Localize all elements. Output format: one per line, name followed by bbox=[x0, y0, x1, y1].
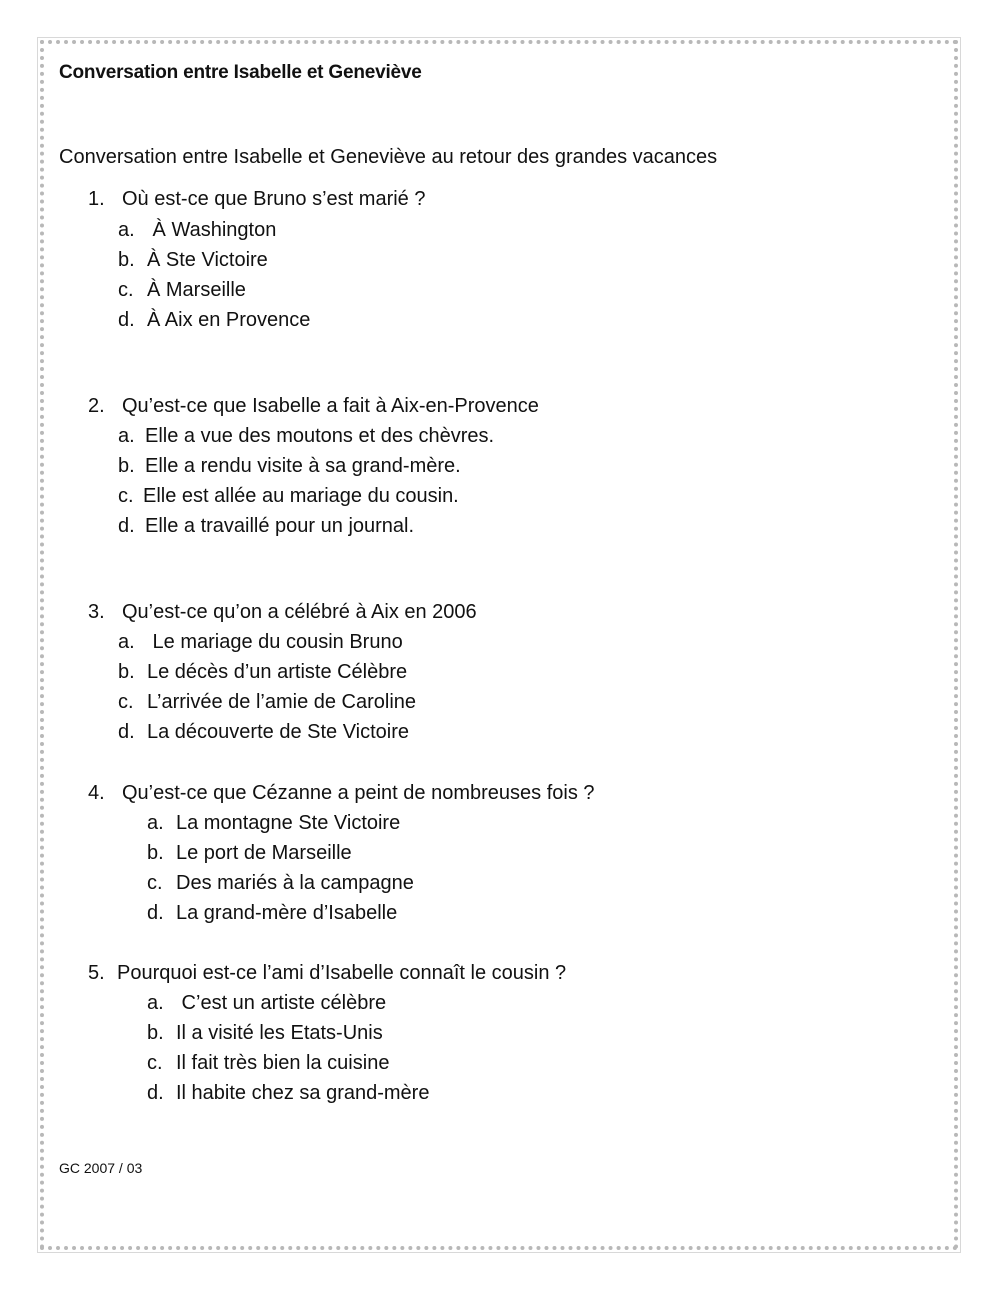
question-3 bbox=[88, 601, 477, 624]
option-2c bbox=[118, 485, 459, 508]
option-letter: d. bbox=[118, 721, 135, 743]
option-letter: c. bbox=[147, 1052, 163, 1074]
option-text: La montagne Ste Victoire bbox=[176, 812, 401, 834]
footer-reference: GC 2007 / 03 bbox=[59, 1160, 143, 1176]
option-letter: c. bbox=[118, 485, 134, 507]
question-1 bbox=[88, 188, 425, 211]
option-5d bbox=[147, 1082, 429, 1105]
option-1b bbox=[118, 249, 268, 272]
option-2d bbox=[118, 515, 414, 538]
option-letter: a. bbox=[118, 425, 135, 447]
question-text: Où est-ce que Bruno s’est marié ? bbox=[122, 188, 426, 210]
option-1c bbox=[118, 279, 246, 302]
option-text: Le port de Marseille bbox=[176, 842, 352, 864]
question-text: Pourquoi est-ce l’ami d’Isabelle connaît le cousin ? bbox=[117, 962, 567, 984]
option-2a bbox=[118, 425, 494, 448]
option-letter: a. bbox=[118, 219, 135, 241]
option-5b bbox=[147, 1022, 383, 1045]
option-1d bbox=[118, 309, 310, 332]
option-letter: a. bbox=[118, 631, 135, 653]
option-text: Il habite chez sa grand-mère bbox=[176, 1082, 430, 1104]
option-letter: d. bbox=[147, 902, 164, 924]
option-text: Il fait très bien la cuisine bbox=[176, 1052, 390, 1074]
option-letter: c. bbox=[147, 872, 163, 894]
option-text: L’arrivée de l’amie de Caroline bbox=[147, 691, 417, 713]
option-text: À Aix en Provence bbox=[147, 309, 311, 331]
question-number: 1. bbox=[88, 188, 105, 210]
question-number: 5. bbox=[88, 962, 105, 984]
option-5a bbox=[147, 992, 386, 1015]
option-letter: a. bbox=[147, 992, 164, 1014]
option-text: À Washington bbox=[147, 219, 277, 241]
question-text: Qu’est-ce que Isabelle a fait à Aix-en-Provence bbox=[122, 395, 539, 417]
question-2 bbox=[88, 395, 539, 418]
option-3a bbox=[118, 631, 403, 654]
option-letter: b. bbox=[118, 661, 135, 683]
option-4c bbox=[147, 872, 414, 895]
option-text: C’est un artiste célèbre bbox=[176, 992, 387, 1014]
option-4b bbox=[147, 842, 352, 865]
document-subtitle: Conversation entre Isabelle et Geneviève au retour des grandes vacances bbox=[59, 146, 718, 168]
option-text: Le mariage du cousin Bruno bbox=[147, 631, 403, 653]
option-letter: b. bbox=[147, 1022, 164, 1044]
option-1a bbox=[118, 219, 276, 242]
question-number: 3. bbox=[88, 601, 105, 623]
option-letter: c. bbox=[118, 691, 134, 713]
option-letter: d. bbox=[118, 309, 135, 331]
question-5 bbox=[88, 962, 566, 985]
option-letter: b. bbox=[118, 455, 135, 477]
option-text: Il a visité les Etats-Unis bbox=[176, 1022, 383, 1044]
option-letter: d. bbox=[118, 515, 135, 537]
option-text: À Ste Victoire bbox=[147, 249, 268, 271]
option-2b bbox=[118, 455, 461, 478]
option-letter: c. bbox=[118, 279, 134, 301]
document-title: Conversation entre Isabelle et Geneviève bbox=[59, 62, 422, 83]
option-letter: b. bbox=[147, 842, 164, 864]
question-4 bbox=[88, 782, 595, 805]
option-letter: a. bbox=[147, 812, 164, 834]
option-text: Le décès d’un artiste Célèbre bbox=[147, 661, 408, 683]
option-text: Elle est allée au mariage du cousin. bbox=[143, 485, 459, 507]
option-text: Des mariés à la campagne bbox=[176, 872, 414, 894]
option-4d bbox=[147, 902, 397, 925]
option-text: Elle a vue des moutons et des chèvres. bbox=[145, 425, 495, 447]
option-letter: d. bbox=[147, 1082, 164, 1104]
question-text: Qu’est-ce que Cézanne a peint de nombreuses fois ? bbox=[122, 782, 595, 804]
question-number: 2. bbox=[88, 395, 105, 417]
option-3c bbox=[118, 691, 416, 714]
option-text: Elle a rendu visite à sa grand-mère. bbox=[145, 455, 461, 477]
option-4a bbox=[147, 812, 400, 835]
option-text: Elle a travaillé pour un journal. bbox=[145, 515, 415, 537]
option-letter: b. bbox=[118, 249, 135, 271]
option-text: À Marseille bbox=[147, 279, 246, 301]
option-text: La découverte de Ste Victoire bbox=[147, 721, 410, 743]
question-number: 4. bbox=[88, 782, 105, 804]
option-text: La grand-mère d’Isabelle bbox=[176, 902, 398, 924]
option-3d bbox=[118, 721, 409, 744]
question-text: Qu’est-ce qu’on a célébré à Aix en 2006 bbox=[122, 601, 477, 623]
option-3b bbox=[118, 661, 407, 684]
option-5c bbox=[147, 1052, 389, 1075]
